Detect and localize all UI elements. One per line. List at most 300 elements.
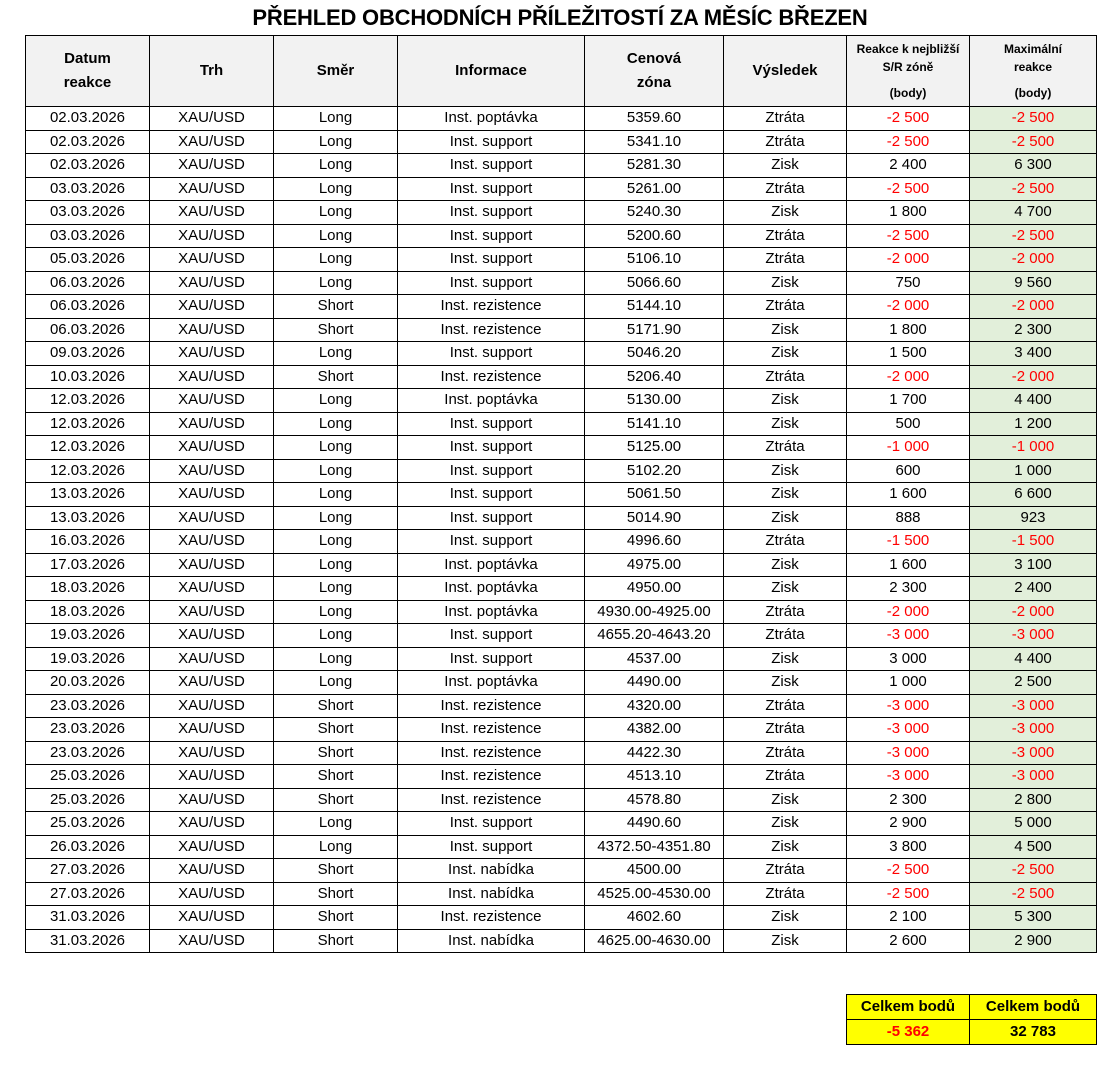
cell-cenova-zona: 4655.20-4643.20 [585, 624, 724, 648]
cell-reakce: 2 300 [847, 577, 970, 601]
cell-trh: XAU/USD [150, 647, 274, 671]
cell-smer: Long [274, 248, 398, 272]
cell-smer: Short [274, 694, 398, 718]
cell-datum: 23.03.2026 [26, 718, 150, 742]
cell-vysledek: Zisk [724, 788, 847, 812]
cell-trh: XAU/USD [150, 248, 274, 272]
cell-smer: Long [274, 530, 398, 554]
cell-trh: XAU/USD [150, 671, 274, 695]
cell-vysledek: Ztráta [724, 530, 847, 554]
cell-vysledek: Ztráta [724, 436, 847, 460]
cell-datum: 18.03.2026 [26, 600, 150, 624]
cell-datum: 06.03.2026 [26, 318, 150, 342]
table-row [26, 295, 1097, 319]
header-reakce-line1: Reakce k nejbližší [856, 42, 960, 56]
cell-cenova-zona: 5061.50 [585, 483, 724, 507]
cell-cenova-zona: 5206.40 [585, 365, 724, 389]
cell-reakce: -2 500 [847, 130, 970, 154]
header-reakce-line2: S/R zóně [882, 60, 934, 74]
cell-max-reakce: 2 800 [970, 788, 1097, 812]
cell-max-reakce: 4 400 [970, 389, 1097, 413]
cell-informace: Inst. support [398, 154, 585, 178]
cell-trh: XAU/USD [150, 788, 274, 812]
cell-informace: Inst. rezistence [398, 694, 585, 718]
table-row [26, 530, 1097, 554]
cell-informace: Inst. rezistence [398, 741, 585, 765]
cell-max-reakce: 2 500 [970, 671, 1097, 695]
cell-vysledek: Ztráta [724, 624, 847, 648]
header-smer: Směr [274, 36, 398, 107]
cell-smer: Long [274, 271, 398, 295]
table-row [26, 271, 1097, 295]
cell-smer: Short [274, 882, 398, 906]
cell-cenova-zona: 5125.00 [585, 436, 724, 460]
cell-trh: XAU/USD [150, 506, 274, 530]
cell-vysledek: Ztráta [724, 177, 847, 201]
cell-vysledek: Zisk [724, 812, 847, 836]
cell-max-reakce: -2 500 [970, 224, 1097, 248]
cell-reakce: -1 500 [847, 530, 970, 554]
cell-smer: Short [274, 295, 398, 319]
cell-smer: Short [274, 906, 398, 930]
cell-datum: 25.03.2026 [26, 765, 150, 789]
cell-trh: XAU/USD [150, 365, 274, 389]
table-row [26, 107, 1097, 131]
cell-trh: XAU/USD [150, 342, 274, 366]
table-row [26, 624, 1097, 648]
cell-vysledek: Zisk [724, 483, 847, 507]
cell-datum: 20.03.2026 [26, 671, 150, 695]
cell-informace: Inst. poptávka [398, 671, 585, 695]
cell-trh: XAU/USD [150, 694, 274, 718]
cell-smer: Short [274, 765, 398, 789]
cell-smer: Long [274, 577, 398, 601]
cell-reakce: -3 000 [847, 694, 970, 718]
cell-trh: XAU/USD [150, 154, 274, 178]
cell-cenova-zona: 4625.00-4630.00 [585, 929, 724, 953]
cell-informace: Inst. support [398, 248, 585, 272]
cell-smer: Long [274, 130, 398, 154]
cell-smer: Long [274, 177, 398, 201]
cell-reakce: 3 000 [847, 647, 970, 671]
cell-vysledek: Ztráta [724, 765, 847, 789]
cell-datum: 12.03.2026 [26, 412, 150, 436]
cell-datum: 19.03.2026 [26, 647, 150, 671]
cell-reakce: 2 400 [847, 154, 970, 178]
cell-datum: 12.03.2026 [26, 436, 150, 460]
cell-cenova-zona: 5102.20 [585, 459, 724, 483]
cell-cenova-zona: 5130.00 [585, 389, 724, 413]
cell-informace: Inst. rezistence [398, 718, 585, 742]
cell-reakce: 1 500 [847, 342, 970, 366]
cell-smer: Long [274, 412, 398, 436]
cell-informace: Inst. rezistence [398, 906, 585, 930]
cell-smer: Long [274, 107, 398, 131]
header-row [26, 36, 1097, 107]
cell-smer: Long [274, 436, 398, 460]
table-row [26, 365, 1097, 389]
cell-informace: Inst. support [398, 530, 585, 554]
header-reakce [847, 36, 970, 107]
table-row [26, 835, 1097, 859]
cell-smer: Long [274, 506, 398, 530]
cell-datum: 27.03.2026 [26, 859, 150, 883]
cell-trh: XAU/USD [150, 765, 274, 789]
cell-reakce: -2 500 [847, 882, 970, 906]
cell-datum: 02.03.2026 [26, 107, 150, 131]
cell-smer: Long [274, 224, 398, 248]
cell-smer: Short [274, 929, 398, 953]
cell-datum: 18.03.2026 [26, 577, 150, 601]
cell-vysledek: Zisk [724, 929, 847, 953]
cell-trh: XAU/USD [150, 436, 274, 460]
cell-informace: Inst. rezistence [398, 788, 585, 812]
cell-cenova-zona: 4422.30 [585, 741, 724, 765]
table-row [26, 342, 1097, 366]
cell-informace: Inst. support [398, 177, 585, 201]
table-row [26, 882, 1097, 906]
cell-max-reakce: -1 000 [970, 436, 1097, 460]
cell-cenova-zona: 5200.60 [585, 224, 724, 248]
cell-reakce: -2 500 [847, 224, 970, 248]
cell-informace: Inst. rezistence [398, 295, 585, 319]
table-row [26, 224, 1097, 248]
summary-reakce-total: -5 362 [847, 1020, 970, 1045]
header-datum [26, 36, 150, 107]
cell-vysledek: Ztráta [724, 224, 847, 248]
cell-max-reakce: 2 400 [970, 577, 1097, 601]
cell-trh: XAU/USD [150, 201, 274, 225]
cell-datum: 05.03.2026 [26, 248, 150, 272]
table-row [26, 577, 1097, 601]
cell-max-reakce: -3 000 [970, 741, 1097, 765]
cell-reakce: 1 800 [847, 318, 970, 342]
cell-smer: Long [274, 389, 398, 413]
cell-cenova-zona: 5171.90 [585, 318, 724, 342]
cell-max-reakce: 5 000 [970, 812, 1097, 836]
table-row [26, 906, 1097, 930]
cell-max-reakce: 4 500 [970, 835, 1097, 859]
cell-cenova-zona: 4537.00 [585, 647, 724, 671]
cell-max-reakce: -1 500 [970, 530, 1097, 554]
cell-smer: Long [274, 835, 398, 859]
cell-max-reakce: 2 300 [970, 318, 1097, 342]
cell-reakce: 1 600 [847, 483, 970, 507]
cell-vysledek: Ztráta [724, 130, 847, 154]
cell-reakce: 1 800 [847, 201, 970, 225]
header-vysledek: Výsledek [724, 36, 847, 107]
header-max-line1: Maximální [1003, 42, 1063, 56]
summary-value-row [847, 1020, 1097, 1045]
cell-trh: XAU/USD [150, 459, 274, 483]
cell-vysledek: Zisk [724, 154, 847, 178]
cell-cenova-zona: 4602.60 [585, 906, 724, 930]
cell-smer: Long [274, 600, 398, 624]
table-row [26, 553, 1097, 577]
cell-max-reakce: 5 300 [970, 906, 1097, 930]
table-row [26, 318, 1097, 342]
cell-smer: Long [274, 812, 398, 836]
table-row [26, 389, 1097, 413]
cell-datum: 12.03.2026 [26, 389, 150, 413]
cell-reakce: 888 [847, 506, 970, 530]
cell-reakce: -2 000 [847, 365, 970, 389]
cell-cenova-zona: 4500.00 [585, 859, 724, 883]
cell-trh: XAU/USD [150, 835, 274, 859]
cell-vysledek: Zisk [724, 459, 847, 483]
cell-max-reakce: 1 000 [970, 459, 1097, 483]
cell-informace: Inst. support [398, 835, 585, 859]
cell-smer: Long [274, 647, 398, 671]
summary-max-total: 32 783 [970, 1020, 1097, 1045]
cell-trh: XAU/USD [150, 624, 274, 648]
table-row [26, 248, 1097, 272]
cell-datum: 13.03.2026 [26, 506, 150, 530]
cell-smer: Long [274, 671, 398, 695]
cell-reakce: -3 000 [847, 718, 970, 742]
cell-vysledek: Zisk [724, 906, 847, 930]
cell-vysledek: Ztráta [724, 248, 847, 272]
cell-datum: 23.03.2026 [26, 741, 150, 765]
cell-datum: 25.03.2026 [26, 812, 150, 836]
header-max-line3: (body) [1014, 86, 1052, 100]
cell-trh: XAU/USD [150, 600, 274, 624]
cell-datum: 03.03.2026 [26, 224, 150, 248]
cell-max-reakce: 1 200 [970, 412, 1097, 436]
cell-cenova-zona: 4525.00-4530.00 [585, 882, 724, 906]
cell-max-reakce: -3 000 [970, 624, 1097, 648]
cell-cenova-zona: 5261.00 [585, 177, 724, 201]
cell-reakce: 1 700 [847, 389, 970, 413]
cell-datum: 02.03.2026 [26, 130, 150, 154]
cell-smer: Long [274, 459, 398, 483]
table-row [26, 694, 1097, 718]
cell-vysledek: Ztráta [724, 859, 847, 883]
cell-informace: Inst. poptávka [398, 553, 585, 577]
header-cenova-line2: zóna [636, 74, 672, 91]
cell-vysledek: Zisk [724, 671, 847, 695]
header-trh: Trh [150, 36, 274, 107]
cell-informace: Inst. poptávka [398, 600, 585, 624]
cell-trh: XAU/USD [150, 882, 274, 906]
cell-datum: 17.03.2026 [26, 553, 150, 577]
cell-vysledek: Ztráta [724, 365, 847, 389]
cell-informace: Inst. support [398, 812, 585, 836]
table-row [26, 671, 1097, 695]
cell-max-reakce: 3 100 [970, 553, 1097, 577]
cell-vysledek: Zisk [724, 271, 847, 295]
cell-cenova-zona: 4490.00 [585, 671, 724, 695]
cell-max-reakce: 6 600 [970, 483, 1097, 507]
header-cenova-line1: Cenová [626, 50, 682, 67]
cell-max-reakce: -2 000 [970, 365, 1097, 389]
table-row [26, 412, 1097, 436]
cell-datum: 06.03.2026 [26, 295, 150, 319]
cell-trh: XAU/USD [150, 130, 274, 154]
cell-cenova-zona: 5281.30 [585, 154, 724, 178]
cell-max-reakce: 3 400 [970, 342, 1097, 366]
cell-vysledek: Zisk [724, 647, 847, 671]
cell-cenova-zona: 4950.00 [585, 577, 724, 601]
table-row [26, 859, 1097, 883]
cell-cenova-zona: 5341.10 [585, 130, 724, 154]
cell-max-reakce: 4 400 [970, 647, 1097, 671]
cell-max-reakce: -3 000 [970, 694, 1097, 718]
cell-max-reakce: 9 560 [970, 271, 1097, 295]
cell-cenova-zona: 4930.00-4925.00 [585, 600, 724, 624]
cell-datum: 03.03.2026 [26, 177, 150, 201]
cell-cenova-zona: 4372.50-4351.80 [585, 835, 724, 859]
cell-max-reakce: 4 700 [970, 201, 1097, 225]
cell-max-reakce: -3 000 [970, 765, 1097, 789]
cell-informace: Inst. nabídka [398, 882, 585, 906]
cell-cenova-zona: 4320.00 [585, 694, 724, 718]
table-row [26, 600, 1097, 624]
cell-vysledek: Zisk [724, 506, 847, 530]
cell-vysledek: Zisk [724, 577, 847, 601]
page-title: PŘEHLED OBCHODNÍCH PŘÍLEŽITOSTÍ ZA MĚSÍC BŘEZEN [252, 5, 868, 30]
cell-informace: Inst. support [398, 224, 585, 248]
cell-reakce: -2 000 [847, 295, 970, 319]
cell-informace: Inst. support [398, 459, 585, 483]
cell-informace: Inst. nabídka [398, 929, 585, 953]
cell-trh: XAU/USD [150, 107, 274, 131]
cell-trh: XAU/USD [150, 718, 274, 742]
summary-max-label: Celkem bodů [970, 995, 1097, 1020]
cell-cenova-zona: 5106.10 [585, 248, 724, 272]
table-row [26, 483, 1097, 507]
cell-trh: XAU/USD [150, 389, 274, 413]
header-datum-line1: Datum [64, 50, 111, 67]
cell-smer: Long [274, 624, 398, 648]
cell-cenova-zona: 5066.60 [585, 271, 724, 295]
summary-label-row [847, 995, 1097, 1020]
cell-vysledek: Ztráta [724, 600, 847, 624]
table-body [26, 107, 1097, 953]
cell-smer: Long [274, 553, 398, 577]
table-row [26, 201, 1097, 225]
cell-vysledek: Ztráta [724, 694, 847, 718]
cell-vysledek: Zisk [724, 342, 847, 366]
cell-datum: 16.03.2026 [26, 530, 150, 554]
cell-smer: Short [274, 718, 398, 742]
cell-informace: Inst. rezistence [398, 765, 585, 789]
cell-informace: Inst. support [398, 436, 585, 460]
cell-max-reakce: -2 500 [970, 859, 1097, 883]
cell-trh: XAU/USD [150, 412, 274, 436]
cell-datum: 27.03.2026 [26, 882, 150, 906]
cell-reakce: 3 800 [847, 835, 970, 859]
cell-vysledek: Ztráta [724, 107, 847, 131]
cell-trh: XAU/USD [150, 741, 274, 765]
cell-informace: Inst. rezistence [398, 318, 585, 342]
cell-reakce: 1 600 [847, 553, 970, 577]
cell-trh: XAU/USD [150, 812, 274, 836]
cell-max-reakce: -3 000 [970, 718, 1097, 742]
header-max-reakce [970, 36, 1097, 107]
cell-informace: Inst. support [398, 271, 585, 295]
cell-smer: Short [274, 318, 398, 342]
cell-reakce: 2 600 [847, 929, 970, 953]
header-cenova-zona [585, 36, 724, 107]
cell-cenova-zona: 4578.80 [585, 788, 724, 812]
cell-max-reakce: 923 [970, 506, 1097, 530]
cell-reakce: 600 [847, 459, 970, 483]
cell-trh: XAU/USD [150, 318, 274, 342]
cell-trh: XAU/USD [150, 577, 274, 601]
cell-cenova-zona: 5359.60 [585, 107, 724, 131]
cell-trh: XAU/USD [150, 224, 274, 248]
cell-cenova-zona: 4382.00 [585, 718, 724, 742]
cell-cenova-zona: 4513.10 [585, 765, 724, 789]
cell-datum: 25.03.2026 [26, 788, 150, 812]
cell-informace: Inst. poptávka [398, 389, 585, 413]
cell-datum: 19.03.2026 [26, 624, 150, 648]
cell-smer: Short [274, 365, 398, 389]
cell-cenova-zona: 5240.30 [585, 201, 724, 225]
cell-cenova-zona: 4996.60 [585, 530, 724, 554]
table-row [26, 436, 1097, 460]
cell-reakce: -2 500 [847, 177, 970, 201]
cell-vysledek: Ztráta [724, 295, 847, 319]
cell-cenova-zona: 4490.60 [585, 812, 724, 836]
cell-vysledek: Ztráta [724, 882, 847, 906]
cell-datum: 02.03.2026 [26, 154, 150, 178]
cell-smer: Long [274, 154, 398, 178]
cell-vysledek: Zisk [724, 201, 847, 225]
cell-trh: XAU/USD [150, 929, 274, 953]
header-datum-line2: reakce [63, 74, 112, 91]
cell-trh: XAU/USD [150, 295, 274, 319]
cell-vysledek: Zisk [724, 835, 847, 859]
cell-informace: Inst. poptávka [398, 577, 585, 601]
cell-informace: Inst. support [398, 201, 585, 225]
header-max-line2: reakce [1013, 60, 1053, 74]
cell-reakce: 1 000 [847, 671, 970, 695]
cell-reakce: 750 [847, 271, 970, 295]
cell-cenova-zona: 5014.90 [585, 506, 724, 530]
cell-max-reakce: -2 000 [970, 600, 1097, 624]
cell-reakce: -3 000 [847, 741, 970, 765]
header-reakce-line3: (body) [889, 86, 927, 100]
cell-cenova-zona: 5144.10 [585, 295, 724, 319]
table-row [26, 929, 1097, 953]
table-row [26, 647, 1097, 671]
cell-datum: 31.03.2026 [26, 929, 150, 953]
cell-max-reakce: -2 500 [970, 882, 1097, 906]
cell-informace: Inst. support [398, 130, 585, 154]
cell-informace: Inst. rezistence [398, 365, 585, 389]
cell-reakce: -2 000 [847, 248, 970, 272]
cell-max-reakce: 2 900 [970, 929, 1097, 953]
cell-vysledek: Ztráta [724, 741, 847, 765]
cell-vysledek: Ztráta [724, 718, 847, 742]
cell-reakce: -2 500 [847, 859, 970, 883]
cell-reakce: -2 000 [847, 600, 970, 624]
cell-trh: XAU/USD [150, 859, 274, 883]
cell-max-reakce: -2 000 [970, 248, 1097, 272]
cell-informace: Inst. nabídka [398, 859, 585, 883]
cell-datum: 03.03.2026 [26, 201, 150, 225]
cell-max-reakce: -2 500 [970, 107, 1097, 131]
cell-smer: Short [274, 859, 398, 883]
cell-smer: Long [274, 342, 398, 366]
table-row [26, 741, 1097, 765]
table-row [26, 459, 1097, 483]
cell-vysledek: Zisk [724, 553, 847, 577]
opportunities-table [25, 35, 1097, 953]
cell-trh: XAU/USD [150, 177, 274, 201]
